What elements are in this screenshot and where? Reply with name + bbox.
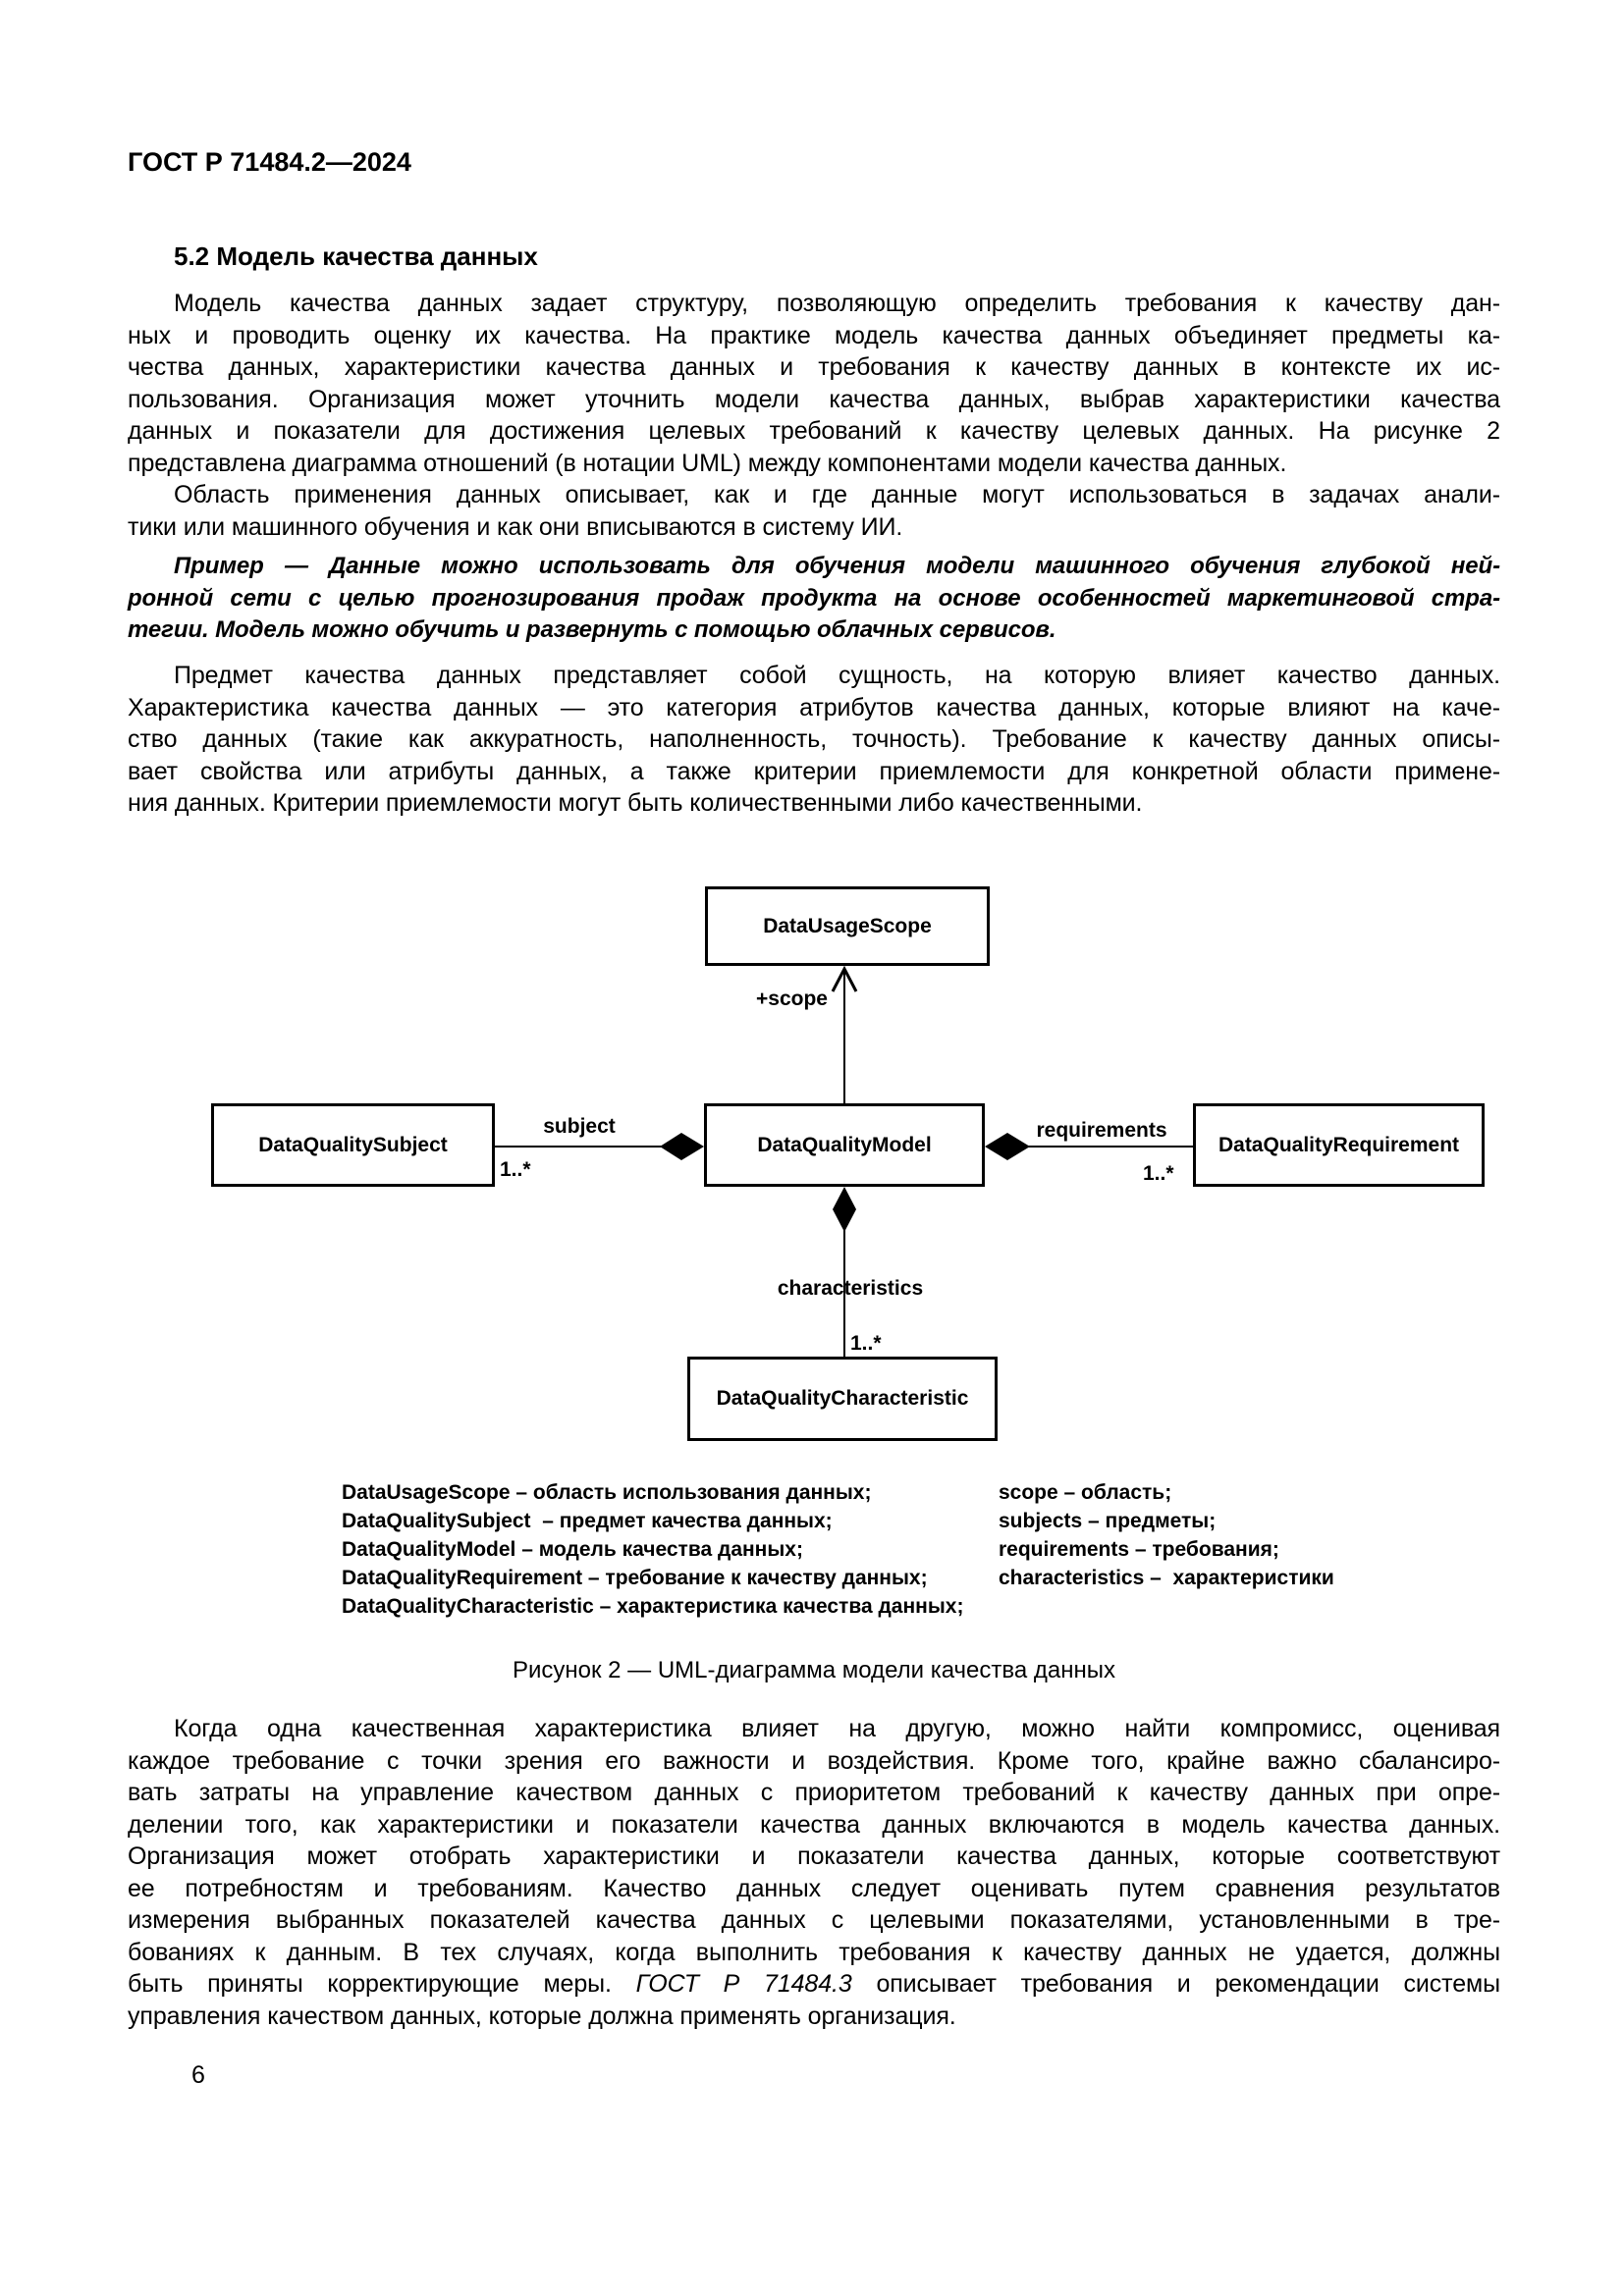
text-segment: описывает требования и рекомендации системы <box>851 1970 1500 1998</box>
legend-line: DataQualityModel – модель качества данных; <box>342 1538 803 1561</box>
paragraph-3 <box>128 660 1500 820</box>
text-line: Когда одна качественная характеристика влияет на другую, можно найти компромисс, оценивая <box>174 1715 1500 1742</box>
legend-line: DataQualityRequirement – требование к качеству данных; <box>342 1567 928 1589</box>
text-line: тегии. Модель можно обучить и развернуть с помощью облачных сервисов. <box>128 616 1056 643</box>
class-box-dataqualitysubject <box>211 1103 495 1187</box>
legend-line: DataUsageScope – область использования данных; <box>342 1481 872 1504</box>
composition-diamond-icon <box>660 1133 704 1160</box>
uml-diagram <box>0 883 1624 1472</box>
text-line: тики или машинного обучения и как они вписываются в систему ИИ. <box>128 512 903 541</box>
text-line: ство данных (такие как аккуратность, наполненность, точность). Требование к качеству данных описы- <box>128 725 1500 753</box>
role-label-requirements: requirements <box>1036 1119 1167 1142</box>
text-line <box>128 1968 1500 2001</box>
text-line: Модель качества данных задает структуру, позволяющую определить требования к качеству дан- <box>174 290 1500 317</box>
text-line: Пример — Данные можно использовать для обучения модели машинного обучения глубокой ней- <box>174 553 1500 579</box>
text-line: измерения выбранных показателей качества данных с целевыми показателями, установленными в тре- <box>128 1906 1500 1934</box>
text-line: управления качеством данных, которые должна применять организация. <box>128 2002 956 2030</box>
paragraph-1 <box>128 288 1500 479</box>
class-box-datausagescope <box>705 886 990 966</box>
legend-line: characteristics – характеристики <box>999 1567 1334 1589</box>
legend-line: DataQualityCharacteristic – характеристика качества данных; <box>342 1595 964 1618</box>
role-label-scope: +scope <box>756 988 828 1010</box>
text-line: каждое требование с точки зрения его важности и воздействия. Кроме того, крайне важно сбалансиро- <box>128 1746 1500 1775</box>
multiplicity-requirements: 1..* <box>1143 1162 1174 1185</box>
text-line: бованиях к данным. В тех случаях, когда выполнить требования к качеству данных не удается, должны <box>128 1938 1500 1966</box>
class-name: DataUsageScope <box>763 914 932 937</box>
section-heading: 5.2 Модель качества данных <box>174 241 538 271</box>
multiplicity-characteristics: 1..* <box>850 1332 882 1355</box>
text-line: Область применения данных описывает, как и где данные могут использоваться в задачах анали- <box>174 481 1500 508</box>
text-line: Предмет качества данных представляет собой сущность, на которую влияет качество данных. <box>174 662 1500 689</box>
role-label-subject: subject <box>543 1115 616 1138</box>
text-line: ния данных. Критерии приемлемости могут быть количественными либо качественными. <box>128 789 1143 817</box>
text-line: Организация может отобрать характеристики и показатели качества данных, которые соответствуют <box>128 1842 1500 1870</box>
figure-caption: Рисунок 2 — UML-диаграмма модели качества данных <box>512 1657 1115 1683</box>
text-segment: быть приняты корректирующие меры. <box>128 1970 636 1998</box>
legend-line: scope – область; <box>999 1481 1172 1504</box>
standard-reference: ГОСТ Р 71484.3 <box>635 1970 852 1998</box>
text-line: Характеристика качества данных — это категория атрибутов качества данных, которые влияют на каче- <box>128 693 1500 721</box>
text-line: чества данных, характеристики качества данных и требования к качеству данных в контексте их ис- <box>128 353 1500 381</box>
legend-line: subjects – предметы; <box>999 1510 1217 1532</box>
class-box-dataqualityrequirement <box>1193 1103 1485 1187</box>
class-name: DataQualitySubject <box>258 1133 448 1156</box>
class-box-dataqualitycharacteristic <box>687 1357 998 1441</box>
text-line: вать затраты на управление качеством данных с приоритетом требований к качеству данных при опре- <box>128 1779 1500 1806</box>
closing-paragraph <box>128 1713 1500 2032</box>
legend-line: requirements – требования; <box>999 1538 1279 1561</box>
class-name: DataQualityModel <box>757 1133 932 1156</box>
paragraph-2 <box>128 479 1500 543</box>
text-line: данных и показатели для достижения целевых требований к качеству целевых данных. На рисунке 2 <box>128 417 1500 445</box>
class-name: DataQualityCharacteristic <box>716 1387 969 1410</box>
text-line: представлена диаграмма отношений (в нотации UML) между компонентами модели качества данных. <box>128 449 1287 477</box>
page-number: 6 <box>191 2061 205 2089</box>
running-header: ГОСТ Р 71484.2—2024 <box>128 147 411 177</box>
class-box-dataqualitymodel <box>704 1103 985 1187</box>
composition-diamond-icon <box>985 1133 1030 1160</box>
text-line: ронной сети с целью прогнозирования продаж продукта на основе особенностей маркетинговой стра- <box>128 584 1500 612</box>
text-line: вает свойства или атрибуты данных, а также критерии приемлемости для конкретной области примене- <box>128 757 1500 785</box>
legend-line: DataQualitySubject – предмет качества данных; <box>342 1510 833 1532</box>
example-paragraph <box>128 551 1500 647</box>
text-line: ных и проводить оценку их качества. На практике модель качества данных объединяет предметы ка- <box>128 321 1500 349</box>
role-label-characteristics: characteristics <box>777 1277 924 1300</box>
figure-legend-right <box>999 1478 1334 1592</box>
text-line: пользования. Организация может уточнить модели качества данных, выбрав характеристики качества <box>128 385 1500 413</box>
composition-diamond-icon <box>833 1187 856 1232</box>
multiplicity-subject: 1..* <box>500 1158 531 1181</box>
class-name: DataQualityRequirement <box>1218 1133 1460 1156</box>
figure-legend-left <box>342 1478 963 1621</box>
text-line: ее потребностям и требованиям. Качество данных следует оценивать путем сравнения результатов <box>128 1874 1500 1902</box>
text-line: делении того, как характеристики и показатели качества данных включаются в модель качества данных. <box>128 1810 1500 1839</box>
